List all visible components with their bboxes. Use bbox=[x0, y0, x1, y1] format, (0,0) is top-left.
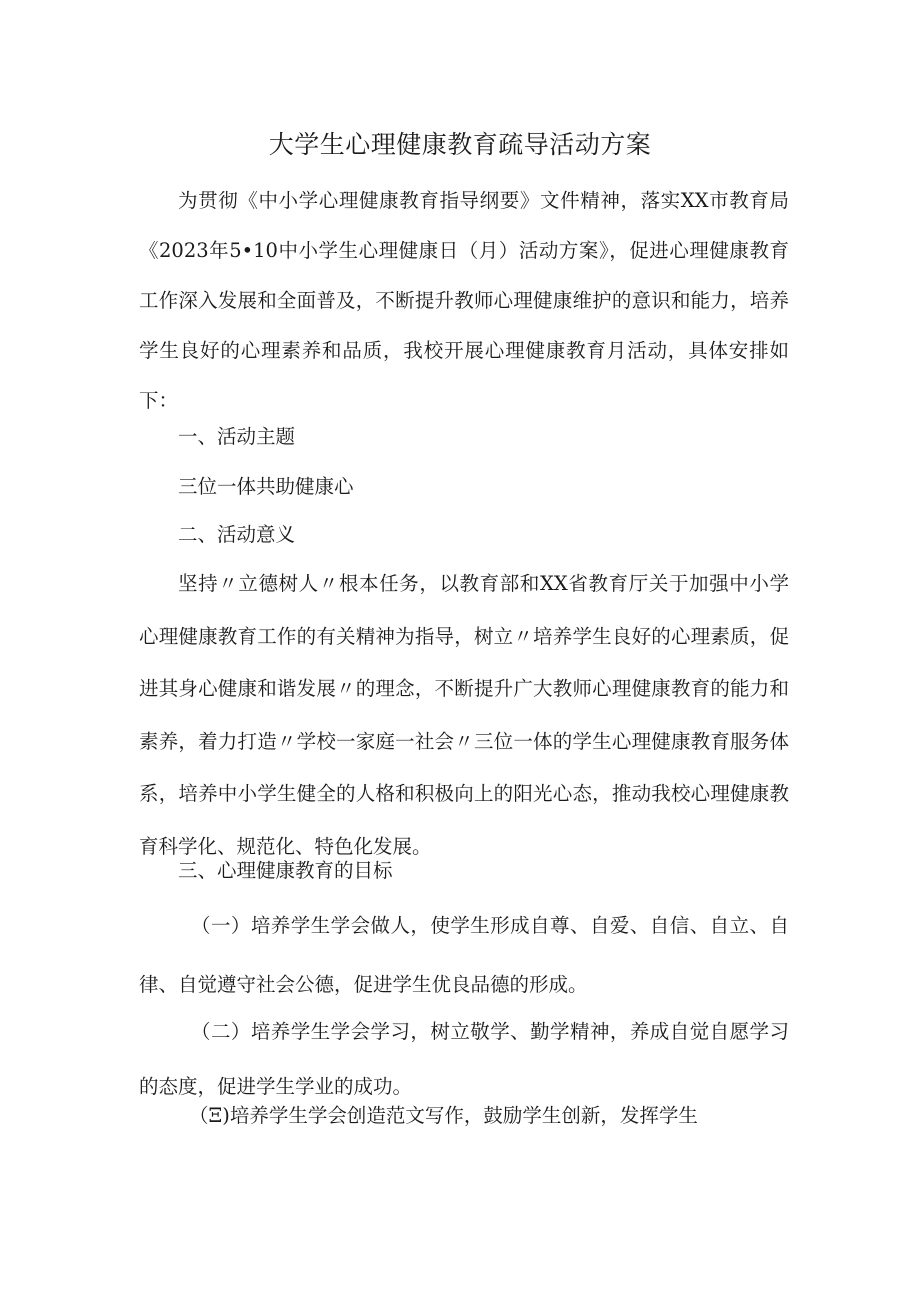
goal-item-2: （二）培养学生学会学习，树立敬学、勤学精神，养成自觉自愿学习的态度，促进学生学业的成功。 bbox=[139, 1020, 789, 1098]
section-heading-significance: 二、活动意义 bbox=[178, 523, 296, 546]
document-title: 大学生心理健康教育疏导活动方案 bbox=[268, 130, 652, 159]
goal-item-1: （一）培养学生学会做人，使学生形成自尊、自爱、自信、自立、自律、自觉遵守社会公德，促进学生优良品德的形成。 bbox=[139, 914, 789, 996]
goal-item-3: （Ξ)培养学生学会创造范文写作，鼓励学生创新，发挥学生 bbox=[189, 1104, 698, 1127]
intro-paragraph: 为贯彻《中小学心理健康教育指导纲要》文件精神，落实XX市教育局《2023年5•10中小学生心理健康日（月）活动方案》，促进心理健康教育工作深入发展和全面普及，不断提升教师心理健康维护的意识和能力，培养学生良好的心理素养和品质，我校开展心理健康教育月活动，具体安排如下： bbox=[139, 189, 789, 412]
section-heading-goals: 三、心理健康教育的目标 bbox=[178, 859, 393, 882]
section-content-theme: 三位一体共助健康心 bbox=[178, 475, 354, 498]
section-heading-theme: 一、活动主题 bbox=[178, 425, 296, 448]
section-content-significance: 坚持〃立德树人〃根本任务，以教育部和XX省教育厅关于加强中小学心理健康教育工作的有关精神为指导，树立〃培养学生良好的心理素质，促进其身心健康和谐发展〃的理念，不断提升广大教师心理健康教育的能力和素养，着力打造〃学校一家庭一社会〃三位一体的学生心理健康教育服务体系，培养中小学生健全的人格和积极向上的阳光心态，推动我校心理健康教育科学化、规范化、特色化发展。 bbox=[139, 572, 789, 858]
